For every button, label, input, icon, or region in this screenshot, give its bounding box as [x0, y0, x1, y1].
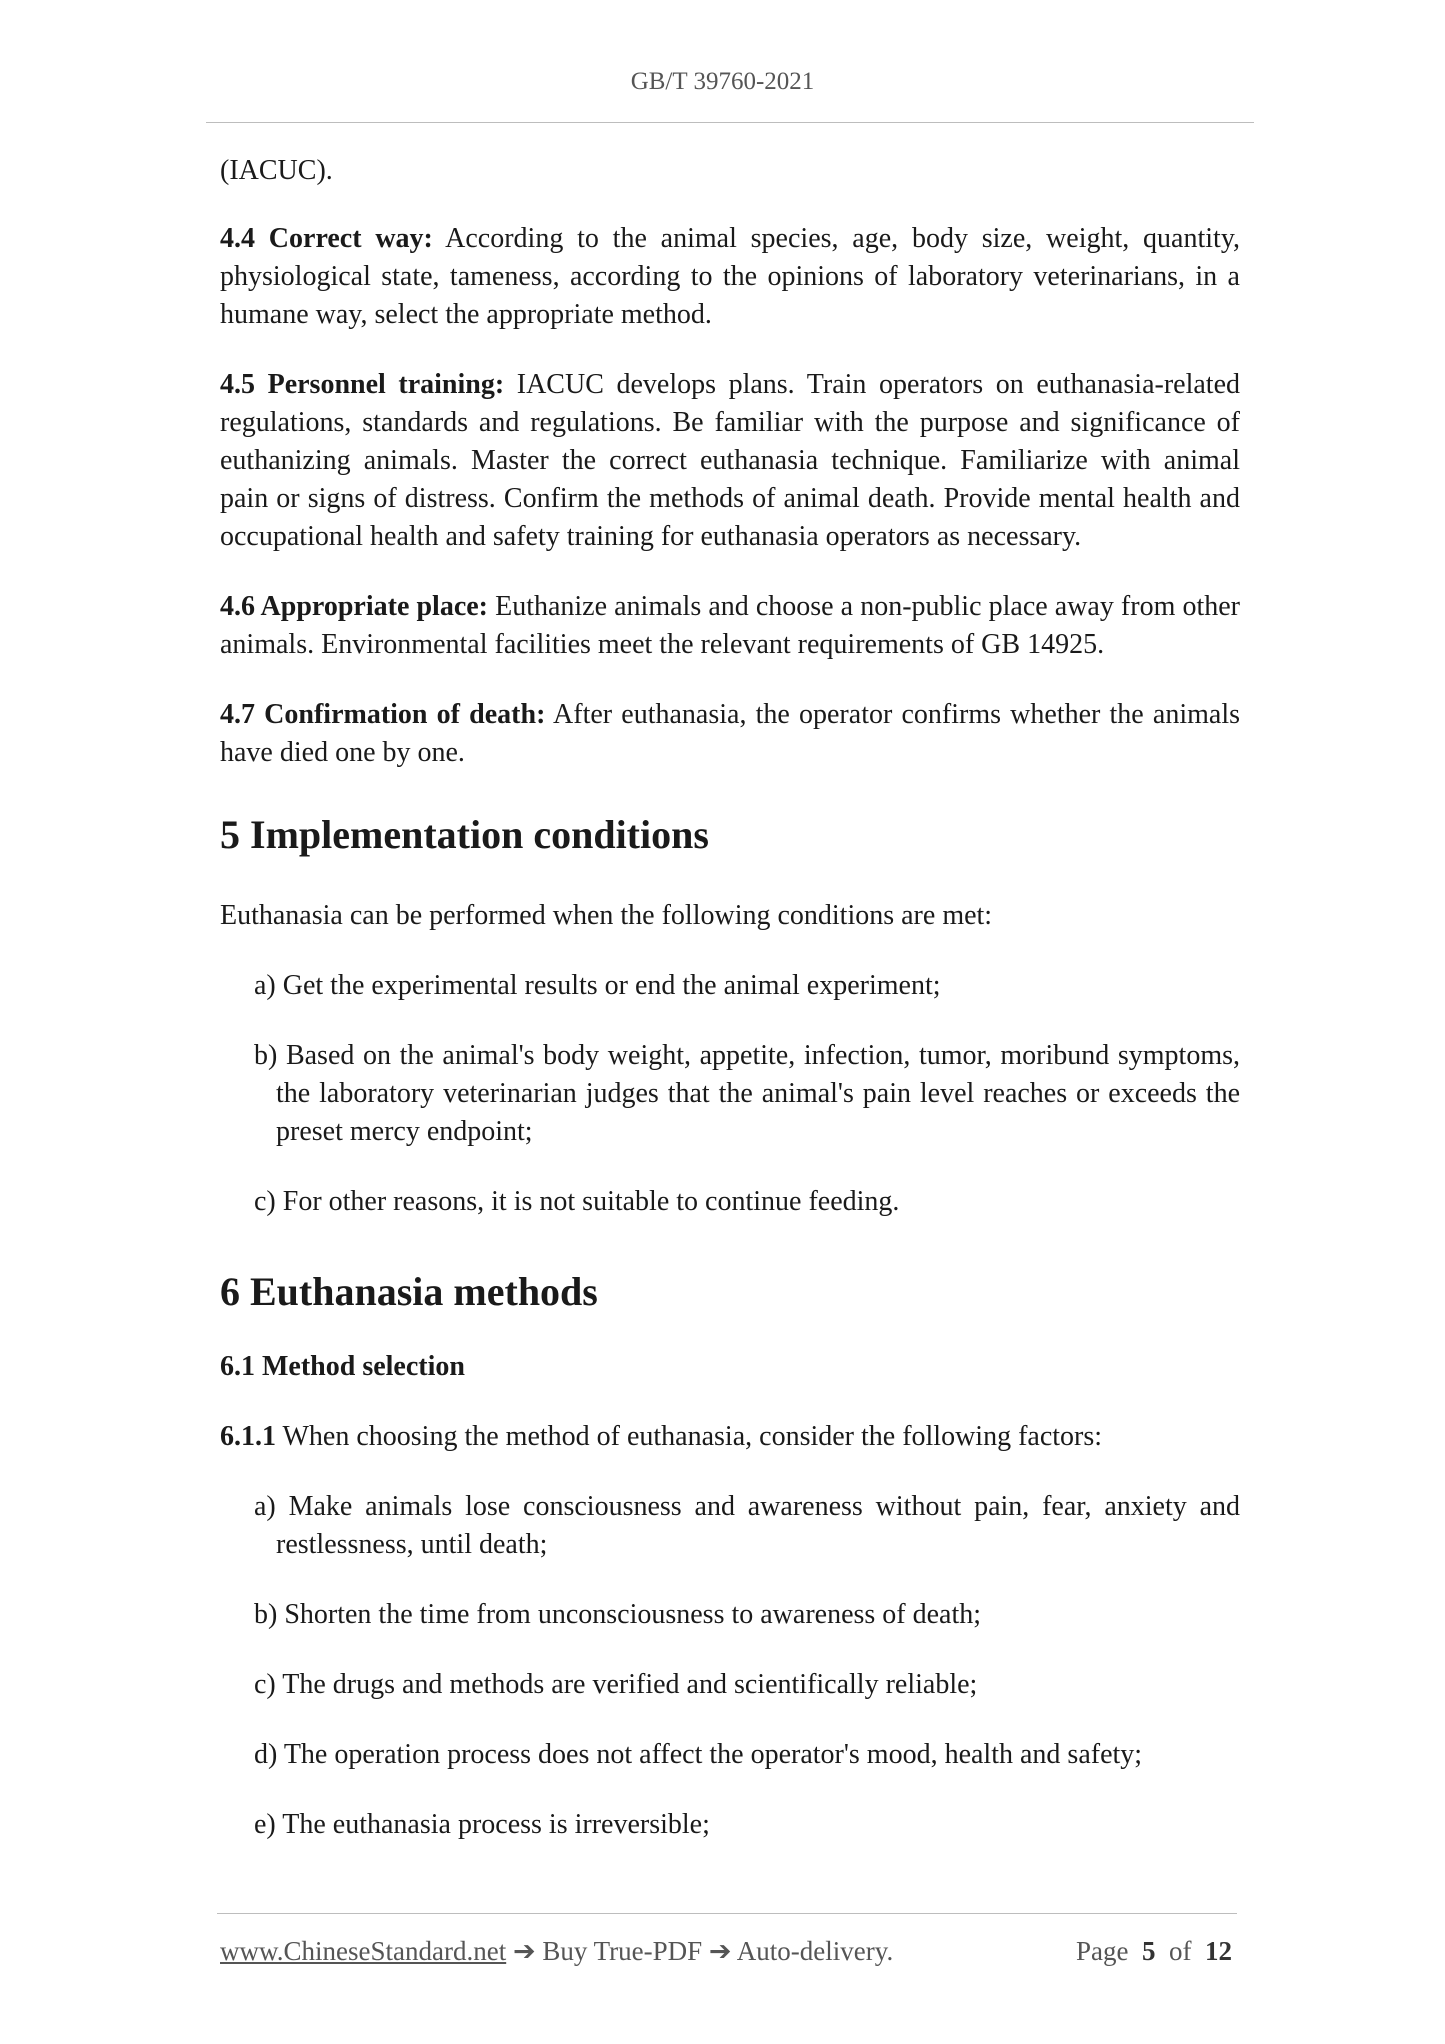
clause-text: After euthanasia, the operator confirms whether the animals have died one by one. — [220, 699, 1240, 768]
continuation-text: (IACUC). — [220, 155, 333, 186]
document-header: GB/T 39760-2021 — [630, 68, 815, 95]
list-item: a) Make animals lose consciousness and awareness without pain, fear, anxiety and restlessness, until death; — [254, 1491, 1240, 1560]
list-item: e) The euthanasia process is irreversible; — [254, 1809, 710, 1840]
clause-6-1-1 — [220, 1418, 1240, 1456]
buy-text: Buy True-PDF — [542, 1936, 703, 1966]
clause-text: Euthanize animals and choose a non-public place away from other animals. Environmental facilities meet the relevant requirements of GB 14925. — [220, 591, 1240, 660]
clause-4-4 — [220, 220, 1240, 334]
clause-text: According to the animal species, age, body size, weight, quantity, physiological state, tameness, according to the opinions of laboratory veterinarians, in a humane way, select the appropriate method. — [220, 223, 1241, 330]
clause-text: IACUC develops plans. Train operators on euthanasia-related regulations, standards and regulations. Be familiar with the purpose and significance of euthanizing animals. Master the correct euthanasia technique. Familiarize with animal pain or signs of distress. Confirm the methods of animal death. Provide mental health and occupational health and safety training for euthanasia operators as necessary. — [220, 369, 1240, 552]
clause-number: 4.6 Appropriate place: — [220, 591, 488, 622]
section-heading-5: 5 Implementation conditions — [220, 812, 709, 857]
footer-promo — [220, 1936, 893, 1967]
delivery-text: Auto-delivery. — [736, 1936, 894, 1966]
arrow-icon: ➔ — [708, 1936, 732, 1966]
footer-divider — [217, 1913, 1237, 1914]
list-item: b) Based on the animal's body weight, appetite, infection, tumor, moribund symptoms, the laboratory veterinarian judges that the animal's pain level reaches or exceeds the preset mercy endpoint; — [254, 1040, 1240, 1147]
clause-number: 4.4 Correct way: — [220, 223, 433, 254]
clause-number: 4.7 Confirmation of death: — [220, 699, 546, 730]
page-indicator — [1076, 1936, 1232, 1967]
clause-number: 4.5 Personnel training: — [220, 369, 505, 400]
list-item: c) For other reasons, it is not suitable to continue feeding. — [254, 1186, 900, 1217]
header-divider — [206, 122, 1254, 123]
clause-4-5 — [220, 366, 1240, 556]
page-total: 12 — [1205, 1936, 1232, 1966]
section-heading-6: 6 Euthanasia methods — [220, 1269, 598, 1314]
list-item: a) Get the experimental results or end the animal experiment; — [254, 970, 941, 1001]
of-label: of — [1169, 1936, 1192, 1966]
list-item: c) The drugs and methods are verified and scientifically reliable; — [254, 1669, 978, 1700]
list-item: d) The operation process does not affect the operator's mood, health and safety; — [254, 1739, 1143, 1770]
clause-text: When choosing the method of euthanasia, consider the following factors: — [276, 1421, 1103, 1452]
section-5-intro: Euthanasia can be performed when the following conditions are met: — [220, 900, 993, 931]
page-label: Page — [1076, 1936, 1129, 1966]
clause-4-6 — [220, 588, 1240, 664]
clause-number: 6.1.1 — [220, 1421, 276, 1452]
page-body — [220, 152, 1240, 1844]
page-number: 5 — [1142, 1936, 1156, 1966]
subsection-heading-6-1: 6.1 Method selection — [220, 1351, 465, 1382]
list-item: b) Shorten the time from unconsciousness to awareness of death; — [254, 1599, 982, 1630]
website-link[interactable]: www.ChineseStandard.net — [220, 1936, 507, 1966]
arrow-icon: ➔ — [512, 1936, 536, 1966]
clause-4-7 — [220, 696, 1240, 772]
